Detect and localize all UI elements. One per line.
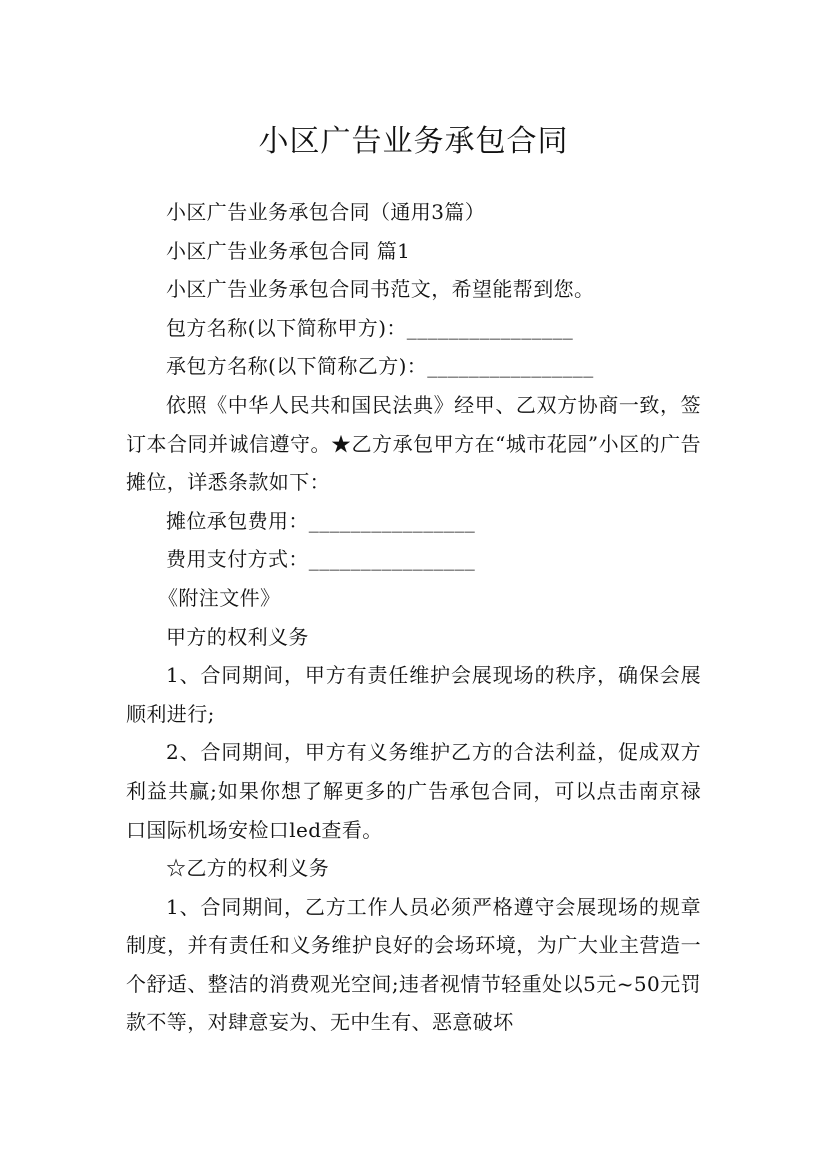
- paragraph-party-a-item-1: 1、合同期间，甲方有责任维护会展现场的秩序，确保会展顺利进行;: [126, 663, 701, 726]
- paragraph-party-b: 承包方名称(以下简称乙方)：________________: [166, 354, 594, 379]
- document-title: 小区广告业务承包合同: [258, 124, 569, 160]
- paragraph-subtitle: 小区广告业务承包合同（通用3篇）: [166, 200, 486, 224]
- paragraph-party-a: 包方名称(以下简称甲方)：________________: [166, 315, 574, 340]
- paragraph-intro: 小区广告业务承包合同书范文，希望能帮到您。: [166, 277, 595, 302]
- document-body: [126, 193, 701, 1042]
- paragraph-section-heading: 小区广告业务承包合同 篇1: [166, 238, 411, 263]
- paragraph-payment: 费用支付方式：________________: [166, 547, 476, 572]
- paragraph-party-a-rights-heading: 甲方的权利义务: [166, 624, 309, 649]
- paragraph-party-a-item-2: 2、合同期间，甲方有义务维护乙方的合法利益，促成双方利益共赢;如果你想了解更多的广告承包合同，可以点击南京禄口国际机场安检口led查看。: [126, 740, 701, 842]
- paragraph-attachment: 《附注文件》: [158, 585, 281, 610]
- paragraph-party-b-rights-heading: ☆乙方的权利义务: [166, 856, 330, 881]
- paragraph-fee: 摊位承包费用：________________: [166, 508, 476, 533]
- paragraph-party-b-item-1: 1、合同期间，乙方工作人员必须严格遵守会展现场的规章制度，并有责任和义务维护良好的会场环境，为广大业主营造一个舒适、整洁的消费观光空间;违者视情节轻重处以5元~50元罚款不等，对肆意妄为、无中生有、恶意破坏: [126, 894, 701, 1035]
- paragraph-agreement: 依照《中华人民共和国民法典》经甲、乙双方协商一致，签订本合同并诚信遵守。★乙方承包甲方在“城市花园”小区的广告摊位，详悉条款如下：: [126, 392, 701, 495]
